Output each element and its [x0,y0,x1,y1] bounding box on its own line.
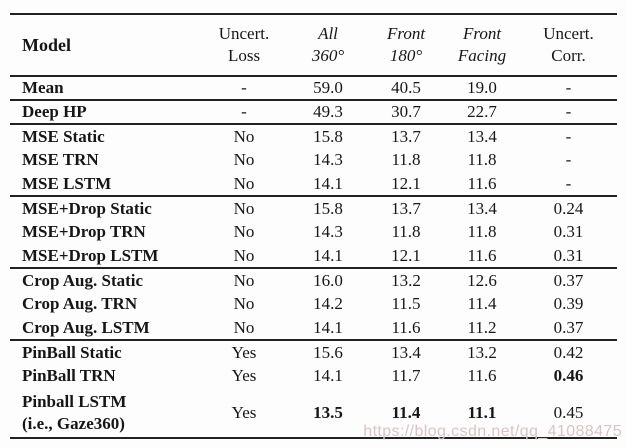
uncert-loss-cell: No [233,150,255,169]
header-line: 180° [389,46,423,65]
front-facing-cell: 11.8 [467,222,497,241]
model-name-cell: Mean [22,78,64,97]
uncert-loss-cell: Yes [231,402,257,422]
uncert-loss-cell: - [241,102,247,121]
header-line: Front [386,23,426,43]
all-360-cell: 15.8 [313,198,343,218]
front-180-cell: 11.8 [391,222,421,241]
uncert-corr-cell: 0.24 [553,198,584,218]
table-row-crop-aug-static [10,268,617,292]
table-row-mse-lstm [10,172,617,196]
front-facing-cell: 19.0 [467,78,497,97]
uncert-loss-cell: No [233,294,255,313]
col-header-front-180 [368,14,444,76]
front-180-cell: 11.4 [391,402,421,422]
uncert-loss-cell: No [233,173,255,193]
all-360-cell: 14.3 [313,150,343,169]
model-name-cell: MSE TRN [22,150,99,169]
table-row-mse-trn [10,148,617,172]
front-180-cell: 40.5 [391,78,421,97]
all-360-cell: 14.1 [313,366,343,385]
header-line: Corr. [551,46,586,65]
front-180-cell: 13.7 [391,198,421,218]
table-row-mean [10,76,617,100]
all-360-cell: 15.6 [313,342,343,362]
model-name-cell: Deep HP [22,102,87,121]
front-180-cell: 11.8 [391,150,421,169]
uncert-loss-cell: No [233,222,255,241]
front-180-cell: 30.7 [391,102,421,121]
header-line: Uncert. [218,23,270,43]
uncert-loss-cell: - [241,78,247,97]
uncert-loss-cell: Yes [231,342,257,362]
results-table-container [10,13,617,439]
table-row-mse-drop-static [10,196,617,220]
uncert-loss-cell: Yes [231,366,257,385]
header-line: Loss [227,46,261,65]
col-header-all-360 [288,14,368,76]
model-name-cell: Crop Aug. Static [22,270,144,290]
table-row-deep-hp [10,100,617,124]
uncert-corr-cell: - [565,126,572,146]
all-360-cell: 49.3 [313,102,343,121]
all-360-cell: 14.3 [313,222,343,241]
front-facing-cell: 11.8 [467,150,497,169]
front-facing-cell: 11.6 [467,366,497,385]
table-row-crop-aug-trn [10,292,617,316]
all-360-cell: 14.2 [313,294,343,313]
table-row-mse-static [10,124,617,148]
front-facing-cell: 13.4 [467,198,497,218]
uncert-loss-cell: No [233,126,255,146]
uncert-corr-cell: - [565,173,572,193]
uncert-loss-cell: No [233,245,255,265]
all-360-cell: 14.1 [313,245,343,265]
header-line: Front [462,23,502,43]
all-360-cell: 14.1 [313,317,343,337]
uncert-corr-cell: 0.42 [553,342,584,362]
all-360-cell: 15.8 [313,126,343,146]
col-header-front-facing [444,14,520,76]
model-name-cell: MSE Static [22,126,105,146]
front-180-cell: 13.7 [391,126,421,146]
model-name-cell [10,388,200,438]
front-facing-cell: 11.2 [467,317,497,337]
col-header-uncert-loss [200,14,288,76]
model-name-cell: MSE+Drop Static [22,198,152,218]
table-row-pinball-trn [10,364,617,388]
header-row [10,14,617,76]
model-name-line2: (i.e., Gaze360) [22,413,125,433]
model-name-cell: MSE+Drop LSTM [22,245,159,265]
header-line: Facing [457,46,507,65]
header-line: Uncert. [543,23,594,43]
front-facing-cell: 11.6 [467,173,497,193]
all-360-cell: 13.5 [313,402,343,422]
uncert-corr-cell: 0.39 [553,294,584,313]
front-facing-cell: 11.4 [467,294,497,313]
model-name-cell: PinBall TRN [22,366,116,385]
model-name-cell: MSE+Drop TRN [22,222,146,241]
model-name-cell: Crop Aug. TRN [22,294,138,313]
model-name-cell: MSE LSTM [22,173,112,193]
uncert-corr-cell: 0.46 [553,366,584,385]
front-180-cell: 13.4 [391,342,421,362]
front-180-cell: 12.1 [391,173,421,193]
uncert-corr-cell: - [565,78,572,97]
csdn-watermark: https://blog.csdn.net/qq_41088475 [363,423,622,440]
col-header-uncert-corr [520,14,617,76]
front-180-cell: 13.2 [391,270,421,290]
uncert-corr-cell: 0.37 [553,317,584,337]
uncert-corr-cell: - [565,150,572,169]
uncert-loss-cell: No [233,317,255,337]
front-facing-cell: 12.6 [467,270,497,290]
header-line: All [318,23,338,43]
all-360-cell: 16.0 [313,270,343,290]
all-360-cell: 14.1 [313,173,343,193]
front-180-cell: 11.7 [391,366,421,385]
col-header-model: Model [22,34,71,55]
uncert-corr-cell: 0.37 [553,270,584,290]
front-facing-cell: 11.1 [467,402,497,422]
all-360-cell: 59.0 [313,78,343,97]
header-line: 360° [311,46,345,65]
model-name-line1: Pinball LSTM [22,392,127,412]
uncert-corr-cell: 0.31 [553,222,584,241]
uncert-corr-cell: - [565,102,572,121]
front-facing-cell: 13.4 [467,126,497,146]
uncert-corr-cell: 0.45 [553,402,584,422]
front-180-cell: 12.1 [391,245,421,265]
uncert-corr-cell: 0.31 [553,245,584,265]
table-row-mse-drop-trn [10,220,617,244]
front-facing-cell: 13.2 [467,342,497,362]
front-facing-cell: 22.7 [467,102,497,121]
uncert-loss-cell: No [233,198,255,218]
results-table [10,13,617,439]
table-row-mse-drop-lstm [10,244,617,268]
front-180-cell: 11.6 [391,317,421,337]
model-name-cell: PinBall Static [22,342,122,362]
uncert-loss-cell: No [233,270,255,290]
front-facing-cell: 11.6 [467,245,497,265]
table-row-crop-aug-lstm [10,316,617,340]
model-name-cell: Crop Aug. LSTM [22,317,150,337]
front-180-cell: 11.5 [391,294,421,313]
table-row-pinball-static [10,340,617,364]
